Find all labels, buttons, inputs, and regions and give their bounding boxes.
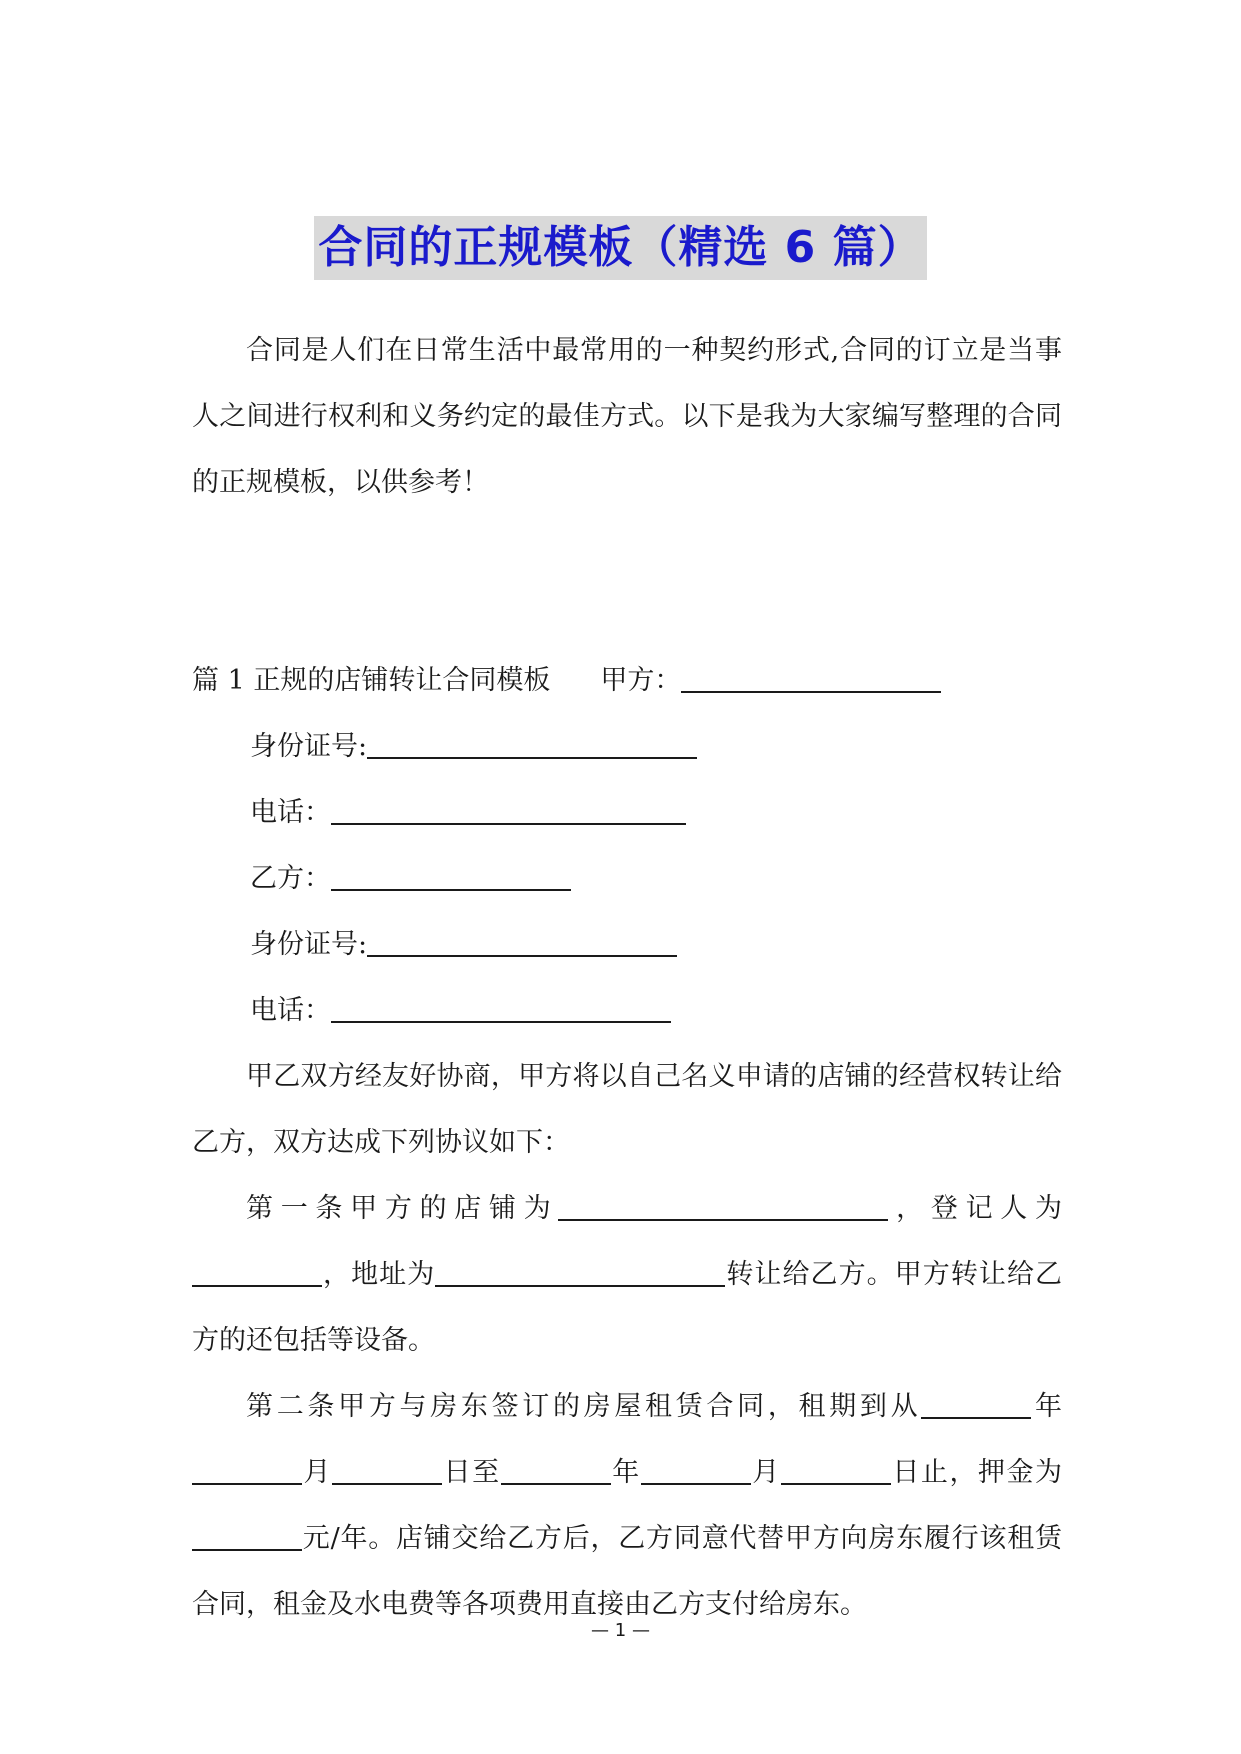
section-spacer	[192, 516, 1062, 648]
id-label-2: 身份证号:	[250, 929, 368, 960]
article2-year-1: 年	[1031, 1391, 1063, 1422]
id-blank-1	[367, 730, 697, 759]
article2-month-1: 月	[302, 1457, 333, 1488]
phone-blank-2	[331, 994, 671, 1023]
section1-heading-line	[192, 648, 1062, 714]
end-day-blank	[781, 1456, 891, 1485]
shop-blank	[558, 1192, 888, 1221]
address-blank	[435, 1258, 725, 1287]
article1-part3: ，地址为	[322, 1259, 436, 1290]
id-label-1: 身份证号:	[250, 731, 368, 762]
phone-line-2	[192, 978, 1062, 1044]
party-b-blank	[331, 862, 571, 891]
id-number-line-1	[192, 714, 1062, 780]
id-blank-2	[367, 928, 677, 957]
article2-month-2: 月	[750, 1457, 781, 1488]
page-number: — 1 —	[591, 1620, 650, 1641]
article2-part1: 第二条甲方与房东签订的房屋租赁合同，租期到从	[246, 1391, 922, 1422]
article2-day-end: 日止，押金为	[890, 1457, 1063, 1488]
article2-year-2: 年	[610, 1457, 641, 1488]
start-year-blank	[921, 1390, 1031, 1419]
article1-paragraph	[192, 1176, 1062, 1374]
phone-line-1	[192, 780, 1062, 846]
section1-heading: 篇 1 正规的店铺转让合同模板	[192, 665, 551, 696]
document-body	[192, 318, 1062, 1638]
end-year-blank	[501, 1456, 611, 1485]
party-a-blank	[681, 664, 941, 693]
article1-part1: 第一条甲方的店铺为	[246, 1193, 559, 1224]
phone-label-2: 电话：	[250, 995, 331, 1026]
article2-part-end: 元/年。店铺交给乙方后，乙方同意代替甲方向房东履行该租赁合同，租金及水电费等各项费用直接由乙方支付给房东。	[192, 1523, 1062, 1620]
party-b-line	[192, 846, 1062, 912]
start-month-blank	[192, 1456, 302, 1485]
party-b-label: 乙方：	[250, 863, 331, 894]
article1-part4: 转让给乙方。甲方转让给乙方的还包括等设备。	[192, 1259, 1063, 1356]
document-title: 合同的正规模板（精选 6 篇）	[314, 216, 926, 280]
start-day-blank	[332, 1456, 442, 1485]
id-number-line-2	[192, 912, 1062, 978]
phone-label-1: 电话：	[250, 797, 331, 828]
article1-part2: ，登记人为	[888, 1193, 1063, 1224]
article2-day-to: 日至	[442, 1457, 501, 1488]
article2-paragraph	[192, 1374, 1062, 1638]
phone-blank-1	[331, 796, 686, 825]
registrant-blank	[192, 1258, 322, 1287]
agreement-intro-paragraph: 甲乙双方经友好协商，甲方将以自己名义申请的店铺的经营权转让给乙方，双方达成下列协议如下：	[192, 1061, 1062, 1158]
party-a-label: 甲方：	[600, 665, 682, 696]
end-month-blank	[641, 1456, 751, 1485]
deposit-blank	[192, 1522, 302, 1551]
intro-paragraph: 合同是人们在日常生活中最常用的一种契约形式,合同的订立是当事人之间进行权利和义务约定的最佳方式。以下是我为大家编写整理的合同的正规模板，以供参考！	[192, 335, 1062, 498]
title-container	[0, 216, 1241, 280]
